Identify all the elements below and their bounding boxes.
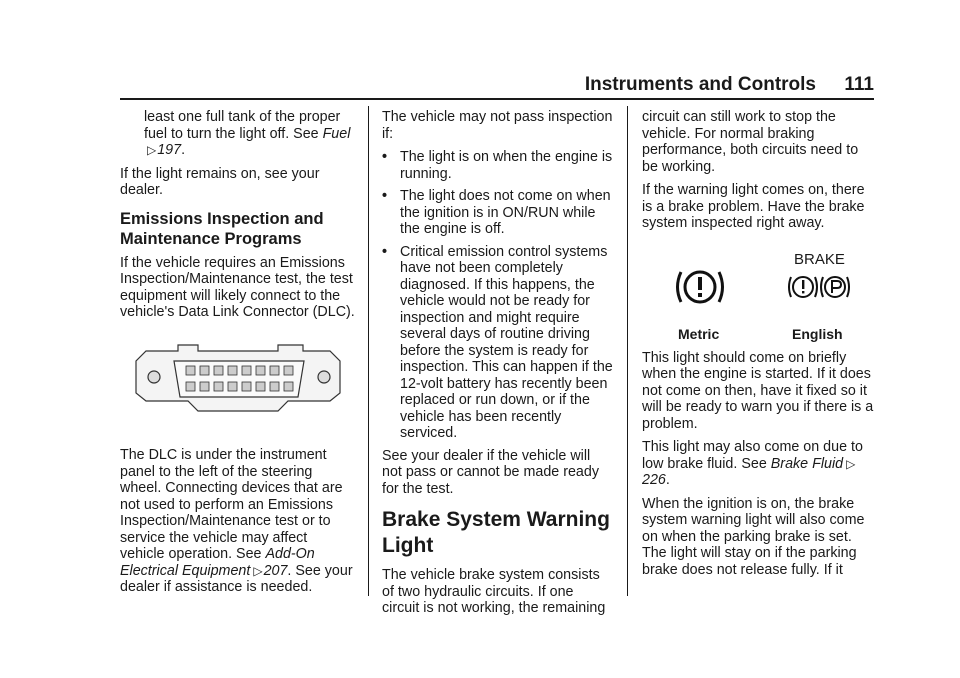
paragraph: If the warning light comes on, there is a brake problem. Have the brake system inspected right away. [642,182,865,231]
page-number: 111 [844,74,874,95]
dlc-connector-icon [128,339,348,417]
section-heading-emissions: Emissions Inspection and Maintenance Programs [120,209,324,248]
paragraph: This light should come on briefly when the engine is started. If it does not come on then, have it fixed so it will be ready to warn you if there is a problem. [642,349,874,432]
icon-label-metric: Metric [678,325,720,342]
xref-fuel-page[interactable]: 197 [157,142,182,158]
paragraph: The vehicle brake system consists of two hydraulic circuits. If one circuit is not working, the remaining [382,567,606,616]
paragraph: least one full tank of the proper fuel to turn the light off. See Fuel▷197. [144,109,351,158]
brake-word-label: BRAKE [794,250,845,268]
column-1 [120,109,355,603]
paragraph: circuit can still work to stop the vehicle. For normal braking performance, both circuits need to be working. [642,109,859,175]
column-divider-1 [368,106,369,596]
list-item: • The light does not come on when the ignition is in ON/RUN while the engine is off. [382,188,611,237]
icon-label-english: English [792,325,843,342]
brake-warning-icons [642,244,877,344]
xref-fuel-link[interactable]: Fuel [322,125,351,142]
paragraph: This light may also come on due to low brake fluid. See Brake Fluid ▷226. [642,439,863,488]
xref-brake-fluid-page[interactable]: 226 [642,472,666,488]
xref-brake-fluid-link[interactable]: Brake Fluid [770,455,844,472]
page-ref-arrow-icon: ▷ [846,456,856,471]
column-divider-2 [627,106,628,596]
paragraph: See your dealer if the vehicle will not pass or cannot be made ready for the test. [382,447,599,497]
paragraph: When the ignition is on, the brake system warning light will also come on when the parking brake is set. The light will stay on if the parking brake does not release fully. If it [642,495,865,578]
paragraph: If the vehicle requires an Emissions Inspection/Maintenance test, the test equipment will likely connect to the vehicle's Data Link Connector (DLC). [120,254,355,320]
header-rule [120,98,874,100]
page-header [120,72,874,98]
brake-warning-metric-icon [672,264,728,310]
section-title: Instruments and Controls [584,74,816,95]
dlc-connector-illustration [128,339,355,422]
column-3 [642,109,877,585]
paragraph: If the light remains on, see your dealer. [120,165,320,198]
section-heading-brake: Brake System Warning Light [382,508,610,557]
bullet-icon: • [382,149,388,165]
xref-addon-link[interactable]: Add-On Electrical Equipment [120,546,315,579]
paragraph: The DLC is under the instrument panel to the left of the steering wheel. Connecting devices that are not used to perform an Emissions Inspection/Maintenance test or to service the vehicle may affect vehicle operation. See Add-On Electrical Equipment ▷207. See your dealer if assistance is needed. [120,447,353,595]
bullet-icon: • [382,243,388,260]
brake-warning-english-icon [788,272,850,302]
xref-addon-page[interactable]: 207 [263,562,288,579]
column-2 [382,109,614,624]
paragraph: The vehicle may not pass inspection if: [382,109,613,142]
list-item: • Critical emission control systems have not been completely diagnosed. If this happens, the vehicle would not be ready for inspection and might require several days of routine driving before the system is ready for inspection. This can happen if the 12-volt battery has recently been replaced or run down, or if the vehicle has been recently serviced. [382,243,613,441]
page-ref-arrow-icon: ▷ [147,143,157,157]
page-ref-arrow-icon: ▷ [253,563,263,578]
bullet-icon: • [382,188,388,204]
list-item: • The light is on when the engine is running. [382,149,613,182]
